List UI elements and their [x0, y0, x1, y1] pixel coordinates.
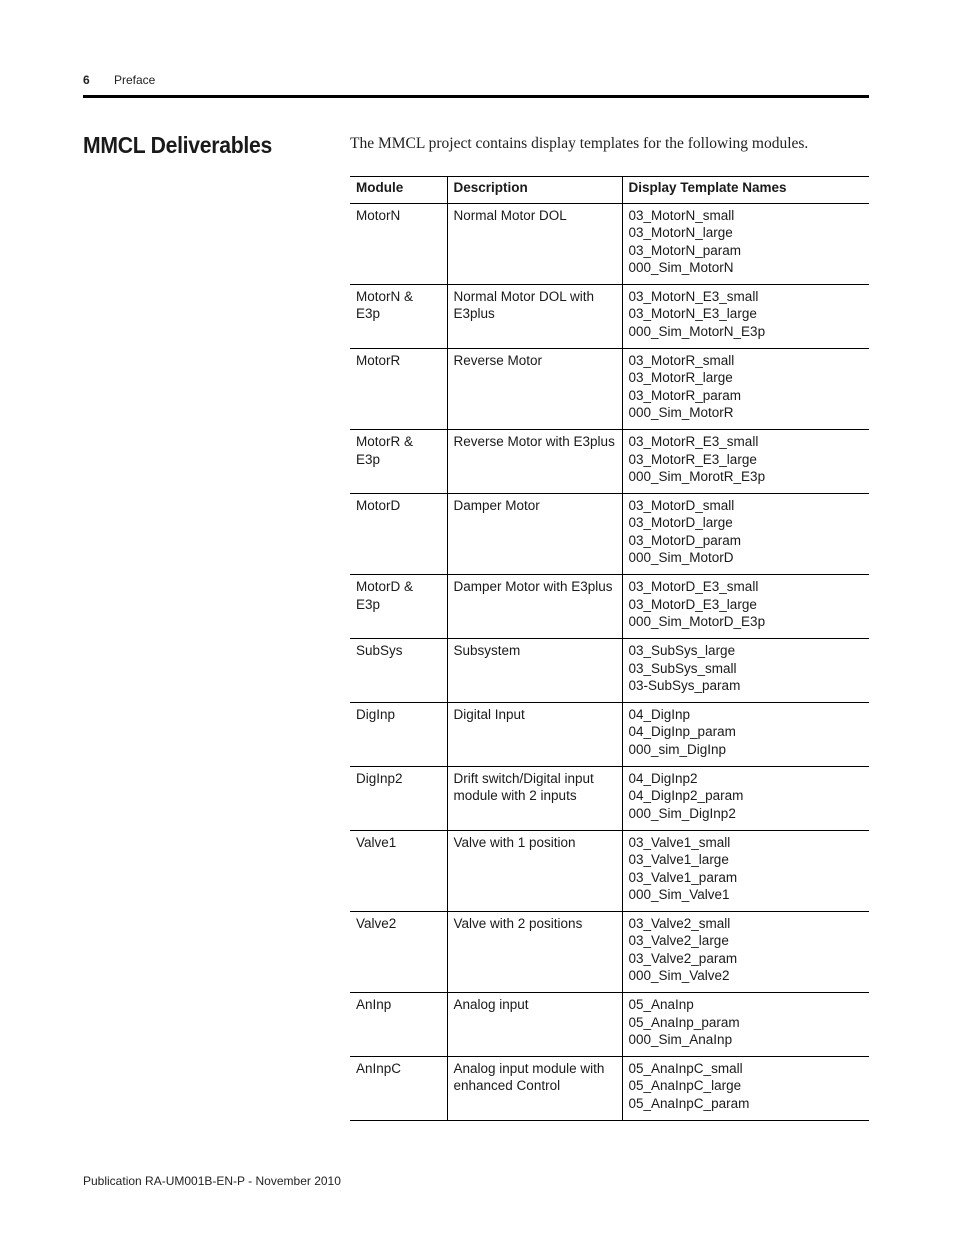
- description-cell: Analog input module with enhanced Control: [447, 1057, 622, 1121]
- template-names-cell: [622, 349, 869, 430]
- template-name: 03_Valve2_param: [628, 950, 738, 966]
- description-cell: Analog input: [447, 993, 622, 1057]
- description-cell: Valve with 1 position: [447, 830, 622, 911]
- page-number: 6: [83, 73, 90, 87]
- publication-footer: Publication RA-UM001B-EN-P - November 2010: [83, 1174, 341, 1188]
- template-name: 03_MotorD_E3_small: [628, 579, 759, 595]
- template-names-cell: [622, 575, 869, 639]
- description-cell: Subsystem: [447, 639, 622, 703]
- table-row: [350, 430, 869, 494]
- description-cell: Reverse Motor with E3plus: [447, 430, 622, 494]
- module-cell: MotorR & E3p: [350, 430, 447, 494]
- template-name: 04_DigInp2_param: [628, 788, 744, 804]
- template-name: 000_Sim_Valve1: [628, 886, 730, 902]
- template-name: 000_sim_DigInp: [628, 741, 727, 757]
- table-row: [350, 703, 869, 767]
- table-row: [350, 830, 869, 911]
- template-name: 03_MotorD_small: [628, 498, 735, 514]
- template-names-cell: [622, 703, 869, 767]
- template-name: 000_Sim_DigInp2: [628, 805, 736, 821]
- module-cell: AnInp: [350, 993, 447, 1057]
- template-name: 03_SubSys_large: [628, 643, 736, 659]
- module-cell: DigInp2: [350, 767, 447, 831]
- table-row: [350, 285, 869, 349]
- module-cell: SubSys: [350, 639, 447, 703]
- template-names-cell: [622, 767, 869, 831]
- module-cell: MotorD: [350, 494, 447, 575]
- template-names-cell: [622, 993, 869, 1057]
- template-name: 000_Sim_MorotR_E3p: [628, 468, 766, 484]
- template-name: 03_Valve1_large: [628, 852, 729, 868]
- module-cell: AnInpC: [350, 1057, 447, 1121]
- template-names-cell: [622, 494, 869, 575]
- template-name: 03_MotorD_large: [628, 515, 733, 531]
- module-cell: MotorR: [350, 349, 447, 430]
- table-row: [350, 767, 869, 831]
- template-name: 000_Sim_Valve2: [628, 967, 730, 983]
- template-names-cell: [622, 830, 869, 911]
- table-row: [350, 349, 869, 430]
- section-name: Preface: [114, 73, 156, 87]
- template-names-cell: [622, 285, 869, 349]
- template-names-cell: [622, 204, 869, 285]
- template-name: 03_Valve1_param: [628, 869, 738, 885]
- deliverables-table: [350, 176, 869, 1121]
- template-name: 04_DigInp: [628, 707, 691, 723]
- template-names-cell: [622, 430, 869, 494]
- table-header-row: [350, 177, 869, 204]
- module-cell: DigInp: [350, 703, 447, 767]
- module-cell: Valve1: [350, 830, 447, 911]
- template-name: 03_MotorR_param: [628, 387, 742, 403]
- template-name: 05_AnaInpC_param: [628, 1095, 750, 1111]
- header-rule: [83, 95, 869, 98]
- module-cell: MotorN & E3p: [350, 285, 447, 349]
- template-name: 03_MotorR_E3_large: [628, 451, 757, 467]
- template-name: 03_MotorN_E3_large: [628, 306, 757, 322]
- table-row: [350, 494, 869, 575]
- template-name: 000_Sim_AnaInp: [628, 1031, 733, 1047]
- column-header-template-names: Display Template Names: [622, 177, 869, 204]
- template-name: 03_MotorN_E3_small: [628, 289, 759, 305]
- template-name: 05_AnaInpC_small: [628, 1061, 743, 1077]
- template-name: 04_DigInp2: [628, 771, 698, 787]
- template-name: 03_MotorR_E3_small: [628, 434, 759, 450]
- template-name: 000_Sim_MotorR: [628, 404, 734, 420]
- template-name: 03_MotorR_small: [628, 353, 735, 369]
- template-name: 05_AnaInp: [628, 997, 694, 1013]
- template-name: 000_Sim_MotorD_E3p: [628, 613, 766, 629]
- template-name: 03_MotorR_large: [628, 370, 733, 386]
- template-names-cell: [622, 1057, 869, 1121]
- module-cell: MotorD & E3p: [350, 575, 447, 639]
- table-row: [350, 993, 869, 1057]
- template-name: 000_Sim_MotorN_E3p: [628, 323, 766, 339]
- template-name: 03-SubSys_param: [628, 677, 741, 693]
- template-name: 03_MotorD_param: [628, 532, 742, 548]
- column-header-module: Module: [350, 177, 447, 204]
- template-name: 04_DigInp_param: [628, 724, 736, 740]
- template-name: 03_Valve2_small: [628, 916, 731, 932]
- template-names-cell: [622, 639, 869, 703]
- module-cell: MotorN: [350, 204, 447, 285]
- description-cell: Reverse Motor: [447, 349, 622, 430]
- template-names-cell: [622, 912, 869, 993]
- description-cell: Drift switch/Digital input module with 2 inputs: [447, 767, 622, 831]
- template-name: 03_Valve1_small: [628, 834, 731, 850]
- template-name: 03_Valve2_large: [628, 933, 729, 949]
- template-name: 03_MotorN_large: [628, 225, 733, 241]
- table-row: [350, 204, 869, 285]
- description-cell: Damper Motor with E3plus: [447, 575, 622, 639]
- template-name: 05_AnaInpC_large: [628, 1078, 742, 1094]
- column-header-description: Description: [447, 177, 622, 204]
- template-name: 000_Sim_MotorN: [628, 259, 734, 275]
- table-row: [350, 575, 869, 639]
- module-cell: Valve2: [350, 912, 447, 993]
- table-row: [350, 1057, 869, 1121]
- template-name: 05_AnaInp_param: [628, 1014, 740, 1030]
- description-cell: Digital Input: [447, 703, 622, 767]
- template-name: 03_MotorN_small: [628, 208, 735, 223]
- intro-paragraph: The MMCL project contains display templates for the following modules.: [350, 135, 809, 152]
- template-name: 000_Sim_MotorD: [628, 550, 734, 566]
- description-cell: Valve with 2 positions: [447, 912, 622, 993]
- template-name: 03_MotorD_E3_large: [628, 596, 757, 612]
- table-row: [350, 912, 869, 993]
- template-name: 03_SubSys_small: [628, 660, 737, 676]
- description-cell: Normal Motor DOL: [447, 204, 622, 285]
- running-header: [83, 73, 155, 87]
- table-body: [350, 204, 869, 1121]
- section-title: MMCL Deliverables: [83, 132, 272, 158]
- description-cell: Damper Motor: [447, 494, 622, 575]
- template-name: 03_MotorN_param: [628, 242, 742, 258]
- table-row: [350, 639, 869, 703]
- description-cell: Normal Motor DOL with E3plus: [447, 285, 622, 349]
